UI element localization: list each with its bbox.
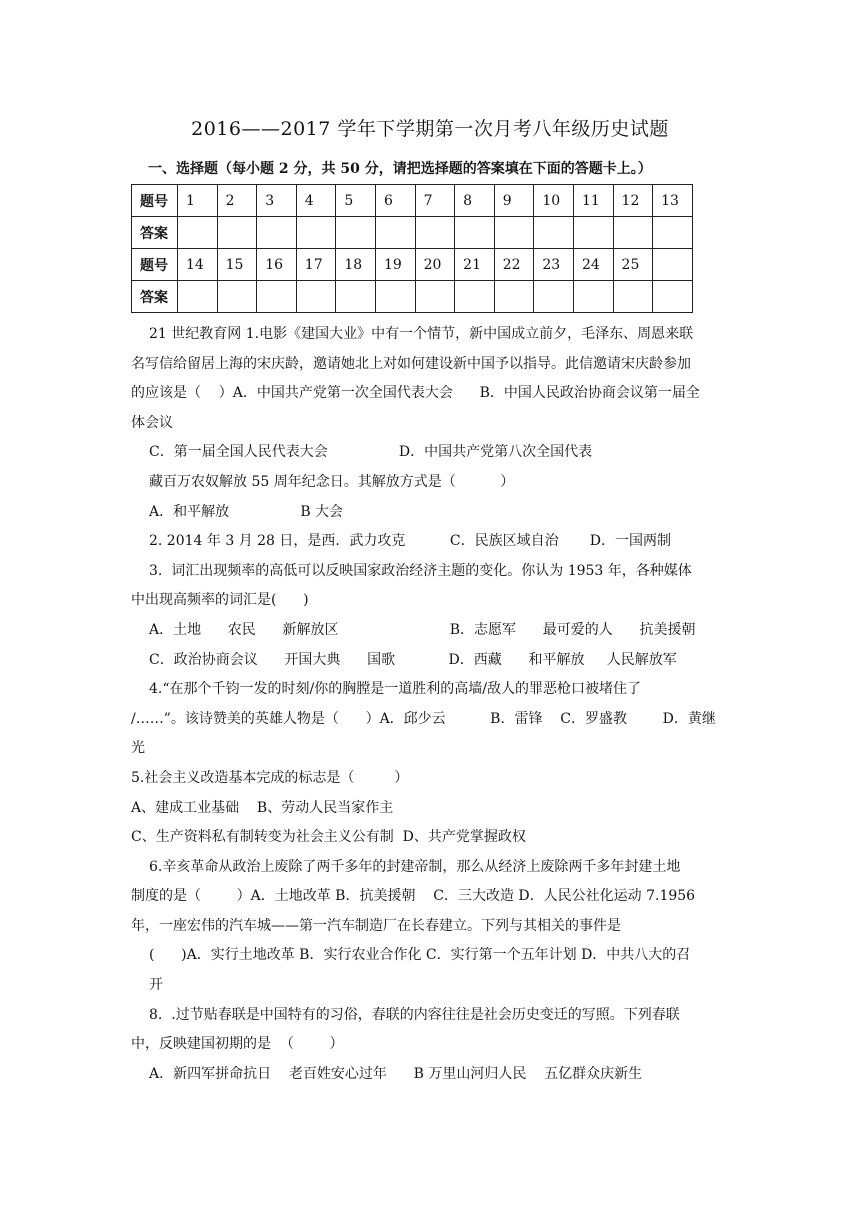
- answer-cell[interactable]: [178, 217, 218, 249]
- answer-card-answer-row: [132, 281, 693, 313]
- question-number-cell: 10: [534, 185, 574, 217]
- question-number-cell: 12: [613, 185, 653, 217]
- answer-card-table: [131, 184, 693, 313]
- question-6-line: 制度的是（ ）A．土地改革 B．抗美援朝 C．三大改造 D．人民公社化运动 7.1956: [131, 888, 696, 905]
- question-number-cell: 17: [296, 249, 336, 281]
- question-3-options: A．土地 农民 新解放区 B．志愿军 最可爱的人 抗美援朝: [149, 621, 696, 638]
- question-1-options: C．第一届全国人民代表大会 D．中国共产党第八次全国代表: [149, 444, 593, 461]
- question-1-line: 21 世纪教育网 1.电影《建国大业》中有一个情节，新中国成立前夕，毛泽东、周恩来联: [149, 326, 694, 342]
- answer-cell[interactable]: [178, 281, 218, 313]
- question-number-cell: 16: [257, 249, 297, 281]
- question-number-cell: 1: [178, 185, 218, 217]
- question-body: [131, 320, 731, 1089]
- answer-cell[interactable]: [336, 281, 376, 313]
- answer-cell[interactable]: [415, 281, 455, 313]
- question-number-cell: 15: [217, 249, 257, 281]
- question-number-cell: 7: [415, 185, 455, 217]
- question-1-line: 体会议: [131, 414, 173, 431]
- question-8-line: 中，反映建国初期的是 （ ）: [131, 1036, 344, 1053]
- question-4-line: /……”。该诗赞美的英雄人物是（ ）A．邱少云 B．雷锋 C．罗盛教 D．黄继: [131, 710, 716, 727]
- question-number-cell: 9: [494, 185, 534, 217]
- question-3-line: 中出现高频率的词汇是( ): [131, 592, 309, 609]
- answer-cell[interactable]: [296, 217, 336, 249]
- answer-cell[interactable]: [415, 217, 455, 249]
- question-number-cell: 5: [336, 185, 376, 217]
- answer-cell[interactable]: [653, 217, 693, 249]
- answer-cell[interactable]: [613, 217, 653, 249]
- answer-cell[interactable]: [375, 281, 415, 313]
- answer-cell[interactable]: [257, 217, 297, 249]
- answer-cell[interactable]: [494, 281, 534, 313]
- answer-cell[interactable]: [573, 217, 613, 249]
- question-1-line: 的应该是（ ）A．中国共产党第一次全国代表大会 B．中国人民政治协商会议第一届全: [131, 385, 700, 402]
- question-8-options: A．新四军拼命抗日 老百姓安心过年 B 万里山河归人民 五亿群众庆新生: [149, 1065, 643, 1082]
- answer-card-number-row: [132, 185, 693, 217]
- answer-cell[interactable]: [375, 217, 415, 249]
- question-number-cell: 25: [613, 249, 653, 281]
- answer-cell[interactable]: [573, 281, 613, 313]
- question-number-cell: 18: [336, 249, 376, 281]
- question-number-cell: 11: [573, 185, 613, 217]
- answer-cell[interactable]: [217, 217, 257, 249]
- answer-cell[interactable]: [534, 281, 574, 313]
- question-5-line: 5.社会主义改造基本完成的标志是（ ）: [131, 769, 409, 786]
- question-number-cell: 4: [296, 185, 336, 217]
- answer-cell[interactable]: [257, 281, 297, 313]
- question-5-options: C、生产资料私有制转变为社会主义公有制 D、共产党掌握政权: [131, 829, 526, 846]
- question-3-options: C．政治协商会议 开国大典 国歌 D．西藏 和平解放 人民解放军: [149, 651, 677, 668]
- answer-cell[interactable]: [455, 281, 495, 313]
- row-label-answer: 答案: [132, 217, 178, 249]
- question-number-cell: 21: [455, 249, 495, 281]
- question-number-cell: 22: [494, 249, 534, 281]
- answer-cell[interactable]: [217, 281, 257, 313]
- question-2-options: A．和平解放 B 大会: [149, 503, 344, 520]
- question-4-line: 光: [131, 740, 145, 757]
- answer-cell[interactable]: [494, 217, 534, 249]
- question-number-cell: 3: [257, 185, 297, 217]
- answer-cell[interactable]: [336, 217, 376, 249]
- question-7-line: 年，一座宏伟的汽车城——第一汽车制造厂在长春建立。下列与其相关的事件是: [131, 917, 621, 934]
- answer-cell[interactable]: [296, 281, 336, 313]
- question-number-cell: 6: [375, 185, 415, 217]
- question-number-cell: [653, 249, 693, 281]
- question-2-line: 2. 2014 年 3 月 28 日，是西．武力攻克 C．民族区域自治 D．一国两制: [149, 533, 671, 550]
- question-number-cell: 2: [217, 185, 257, 217]
- answer-cell[interactable]: [455, 217, 495, 249]
- question-1-line: 名写信给留居上海的宋庆龄，邀请她北上对如何建设新中国予以指导。此信邀请宋庆龄参加: [131, 355, 691, 372]
- row-label-answer: 答案: [132, 281, 178, 313]
- question-8-line: 8. .过节贴春联是中国特有的习俗，春联的内容往往是社会历史变迁的写照。下列春联: [149, 1006, 680, 1023]
- question-7-options: 开: [149, 977, 163, 994]
- section-heading: 一、选择题（每小题 2 分，共 50 分，请把选择题的答案填在下面的答题卡上。）: [148, 161, 652, 177]
- answer-card-number-row: [132, 249, 693, 281]
- answer-cell[interactable]: [653, 281, 693, 313]
- question-5-options: A、建成工业基础 B、劳动人民当家作主: [131, 799, 394, 816]
- question-number-cell: 23: [534, 249, 574, 281]
- question-4-line: 4.“在那个千钧一发的时刻/你的胸膛是一道胜利的高墙/敌人的罪恶枪口被堵住了: [149, 681, 641, 698]
- question-number-cell: 19: [375, 249, 415, 281]
- question-6-line: 6.辛亥革命从政治上废除了两千多年的封建帝制，那么从经济上废除两千多年封建土地: [149, 858, 681, 875]
- question-number-cell: 14: [178, 249, 218, 281]
- question-number-cell: 24: [573, 249, 613, 281]
- question-number-cell: 13: [653, 185, 693, 217]
- question-number-cell: 8: [455, 185, 495, 217]
- page-title: 2016——2017 学年下学期第一次月考八年级历史试题: [191, 118, 669, 140]
- answer-cell[interactable]: [613, 281, 653, 313]
- question-7-options: ( )A．实行土地改革 B．实行农业合作化 C．实行第一个五年计划 D．中共八大的召: [149, 947, 691, 964]
- row-label-number: 题号: [132, 185, 178, 217]
- answer-cell[interactable]: [534, 217, 574, 249]
- row-label-number: 题号: [132, 249, 178, 281]
- question-number-cell: 20: [415, 249, 455, 281]
- answer-card-answer-row: [132, 217, 693, 249]
- question-3-line: 3. 词汇出现频率的高低可以反映国家政治经济主题的变化。你认为 1953 年，各种媒体: [149, 562, 692, 579]
- question-2-line: 藏百万农奴解放 55 周年纪念日。其解放方式是（ ）: [149, 473, 515, 490]
